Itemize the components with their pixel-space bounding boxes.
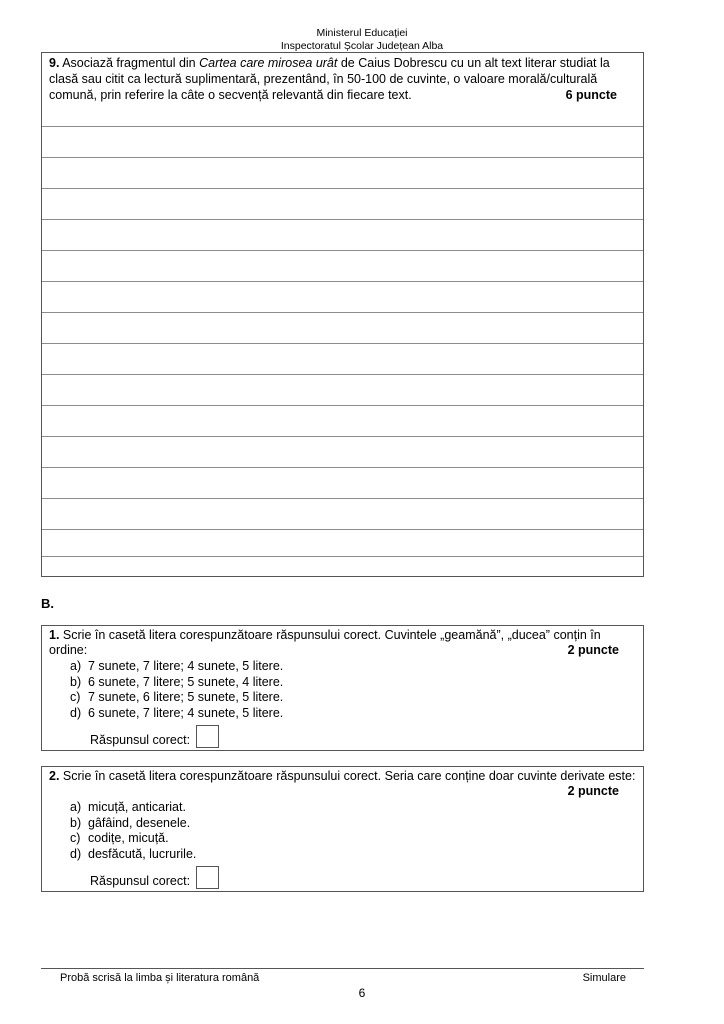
- answer-line: [42, 467, 643, 468]
- question-9-text-before: Asociază fragmentul din: [59, 56, 200, 70]
- question-9-number: 9.: [49, 56, 60, 70]
- option-a: a) 7 sunete, 7 litere; 4 sunete, 5 litere.: [70, 659, 284, 673]
- answer-line: [42, 312, 643, 313]
- answer-line: [42, 343, 643, 344]
- footer-session: Simulare: [582, 972, 626, 984]
- answer-line: [42, 405, 643, 406]
- question-2-box: [41, 766, 644, 892]
- question-9-text-after: de Caius Dobrescu cu un alt text literar studiat la clasă sau citit ca lectură suplimentară, prezentând, în 50-100 de cuvinte, o valoare morală/culturală comună, prin referire la câte o secvență relevantă din fiecare text.: [49, 56, 610, 102]
- footer-divider: [41, 968, 644, 969]
- question-1-prompt: Scrie în casetă litera corespunzătoare răspunsului corect. Cuvintele „geamănă”, „ducea” conțin în ordine:: [49, 628, 601, 657]
- question-2-answer: [90, 870, 219, 893]
- question-2-number: 2.: [49, 769, 60, 783]
- answer-line: [42, 157, 643, 158]
- question-1-box: [41, 625, 644, 751]
- answer-line: [42, 126, 643, 127]
- question-9-book-title: Cartea care mirosea urât: [199, 56, 338, 70]
- option-b: b) 6 sunete, 7 litere; 5 sunete, 4 litere.: [70, 674, 284, 689]
- question-1-number: 1.: [49, 628, 60, 642]
- question-1-options: [70, 659, 283, 721]
- answer-line: [42, 188, 643, 189]
- header-ministry: Ministerul Educației: [316, 27, 408, 39]
- footer-exam-title: Probă scrisă la limba și literatura română: [60, 972, 260, 984]
- answer-line: [42, 219, 643, 220]
- question-9-box: [41, 52, 644, 577]
- option-b: b) gâfâind, desenele.: [70, 815, 191, 830]
- question-2-options: [70, 800, 196, 862]
- section-b-title: B.: [41, 596, 54, 611]
- answer-line: [42, 374, 643, 375]
- option-d: d) 6 sunete, 7 litere; 4 sunete, 5 litere.: [70, 705, 284, 720]
- option-c: c) codițe, micuță.: [70, 831, 169, 845]
- answer-box-input[interactable]: [196, 725, 219, 748]
- question-2-text: [49, 769, 639, 798]
- answer-line: [42, 556, 643, 557]
- question-9-points: 6 puncte: [565, 88, 617, 102]
- option-a: a) micuță, anticariat.: [70, 800, 186, 814]
- option-c: c) 7 sunete, 6 litere; 5 sunete, 5 litere.: [70, 690, 284, 704]
- answer-line: [42, 250, 643, 251]
- answer-label: Răspunsul corect:: [90, 732, 191, 747]
- answer-label: Răspunsul corect:: [90, 873, 191, 888]
- header-inspectorate: Inspectoratul Școlar Județean Alba: [280, 40, 444, 52]
- answer-line: [42, 436, 643, 437]
- question-2-points: 2 puncte: [567, 784, 619, 798]
- answer-box-input[interactable]: [196, 866, 219, 889]
- question-9-text: [49, 55, 639, 103]
- question-1-points: 2 puncte: [567, 643, 619, 657]
- question-1-text: [49, 628, 639, 658]
- question-1-answer: [90, 729, 219, 752]
- answer-line: [42, 281, 643, 282]
- question-2-prompt: Scrie în casetă litera corespunzătoare răspunsului corect. Seria care conține doar cuvinte derivate este:: [59, 769, 636, 783]
- answer-line: [42, 498, 643, 499]
- option-d: d) desfăcută, lucrurile.: [70, 846, 197, 861]
- answer-line: [42, 529, 643, 530]
- page-number: 6: [358, 986, 366, 1000]
